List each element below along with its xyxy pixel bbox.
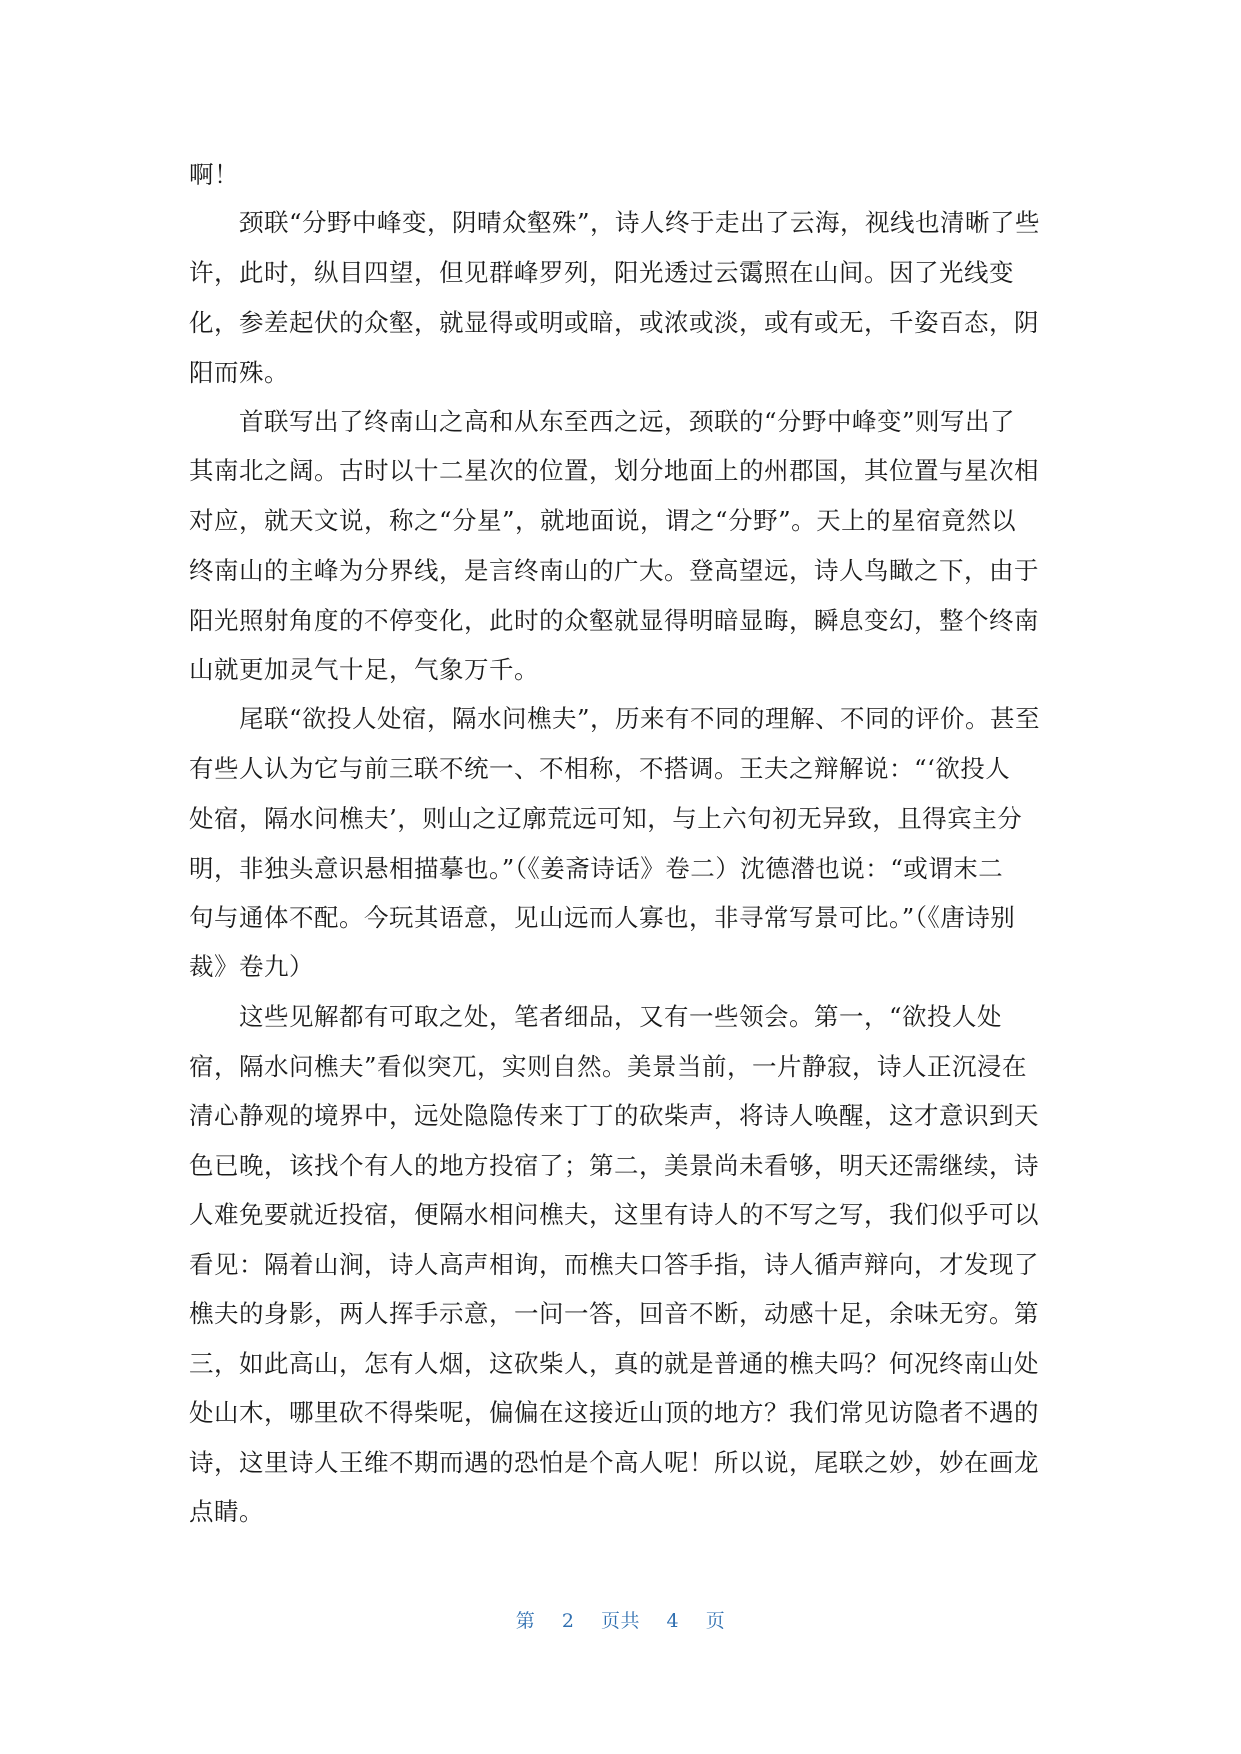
text-line: 阳光照射角度的不停变化，此时的众壑就显得明暗显晦，瞬息变幻，整个终南 <box>189 606 1039 635</box>
text-line: 诗，这里诗人王维不期而遇的恐怕是个高人呢！所以说，尾联之妙，妙在画龙 <box>189 1448 1039 1477</box>
text-line: 清心静观的境界中，远处隐隐传来丁丁的砍柴声，将诗人唤醒，这才意识到天 <box>189 1101 1039 1130</box>
text-line: 化，参差起伏的众壑，就显得或明或暗，或浓或淡，或有或无，千姿百态，阴 <box>189 308 1039 337</box>
text-line: 对应，就天文说，称之“分星”，就地面说，谓之“分野”。天上的星宿竟然以 <box>189 506 1017 535</box>
text-line: 终南山的主峰为分界线，是言终南山的广大。登高望远，诗人鸟瞰之下，由于 <box>189 556 1039 585</box>
text-line: 首联写出了终南山之高和从东至西之远，颈联的“分野中峰变”则写出了 <box>189 407 1016 436</box>
text-line: 色已晚，该找个有人的地方投宿了；第二，美景尚未看够，明天还需继续，诗 <box>189 1151 1039 1180</box>
text-line: 山就更加灵气十足，气象万千。 <box>189 655 539 684</box>
footer-current-page: 2 <box>561 1610 575 1632</box>
text-line: 人难免要就近投宿，便隔水相问樵夫，这里有诗人的不写之写，我们似乎可以 <box>189 1200 1039 1229</box>
footer-total-pages: 4 <box>666 1610 680 1632</box>
text-line: 处宿，隔水问樵夫’，则山之辽廓荒远可知，与上六句初无异致，且得宾主分 <box>189 804 1023 833</box>
text-line: 啊！ <box>189 160 239 189</box>
text-line: 句与通体不配。今玩其语意，见山远而人寡也，非寻常写景可比。”（《唐诗别 <box>189 903 1016 932</box>
text-line: 这些见解都有可取之处，笔者细品，又有一些领会。第一，“欲投人处 <box>189 1002 1003 1031</box>
footer-label-ye: 页 <box>705 1610 726 1632</box>
text-line: 许，此时，纵目四望，但见群峰罗列，阳光透过云霭照在山间。因了光线变 <box>189 258 1014 287</box>
text-line: 点睛。 <box>189 1497 264 1526</box>
text-line: 尾联“欲投人处宿，隔水问樵夫”，历来有不同的理解、不同的评价。甚至 <box>189 704 1041 733</box>
text-line: 有些人认为它与前三联不统一、不相称，不搭调。王夫之辩解说：“‘欲投人 <box>189 754 1011 783</box>
text-line: 明，非独头意识悬相描摹也。”（《姜斋诗话》卷二）沈德潜也说：“或谓末二 <box>189 854 1004 883</box>
text-line: 樵夫的身影，两人挥手示意，一问一答，回音不断，动感十足，余味无穷。第 <box>189 1299 1039 1328</box>
text-line: 三，如此高山，怎有人烟，这砍柴人，真的就是普通的樵夫吗？何况终南山处 <box>189 1349 1039 1378</box>
text-line: 裁》卷九） <box>189 952 314 981</box>
text-line: 颈联“分野中峰变，阴晴众壑殊”，诗人终于走出了云海，视线也清晰了些 <box>189 208 1041 237</box>
page-footer <box>0 1606 1241 1633</box>
text-line: 其南北之阔。古时以十二星次的位置，划分地面上的州郡国，其位置与星次相 <box>189 456 1039 485</box>
text-line: 阳而殊。 <box>189 358 289 387</box>
text-line: 宿，隔水问樵夫”看似突兀，实则自然。美景当前，一片静寂，诗人正沉浸在 <box>189 1052 1028 1081</box>
footer-label-ye-gong: 页共 <box>600 1610 640 1632</box>
text-line: 看见：隔着山涧，诗人高声相询，而樵夫口答手指，诗人循声辩向，才发现了 <box>189 1250 1039 1279</box>
text-line: 处山木，哪里砍不得柴呢，偏偏在这接近山顶的地方？我们常见访隐者不遇的 <box>189 1398 1039 1427</box>
footer-label-di: 第 <box>515 1610 536 1632</box>
